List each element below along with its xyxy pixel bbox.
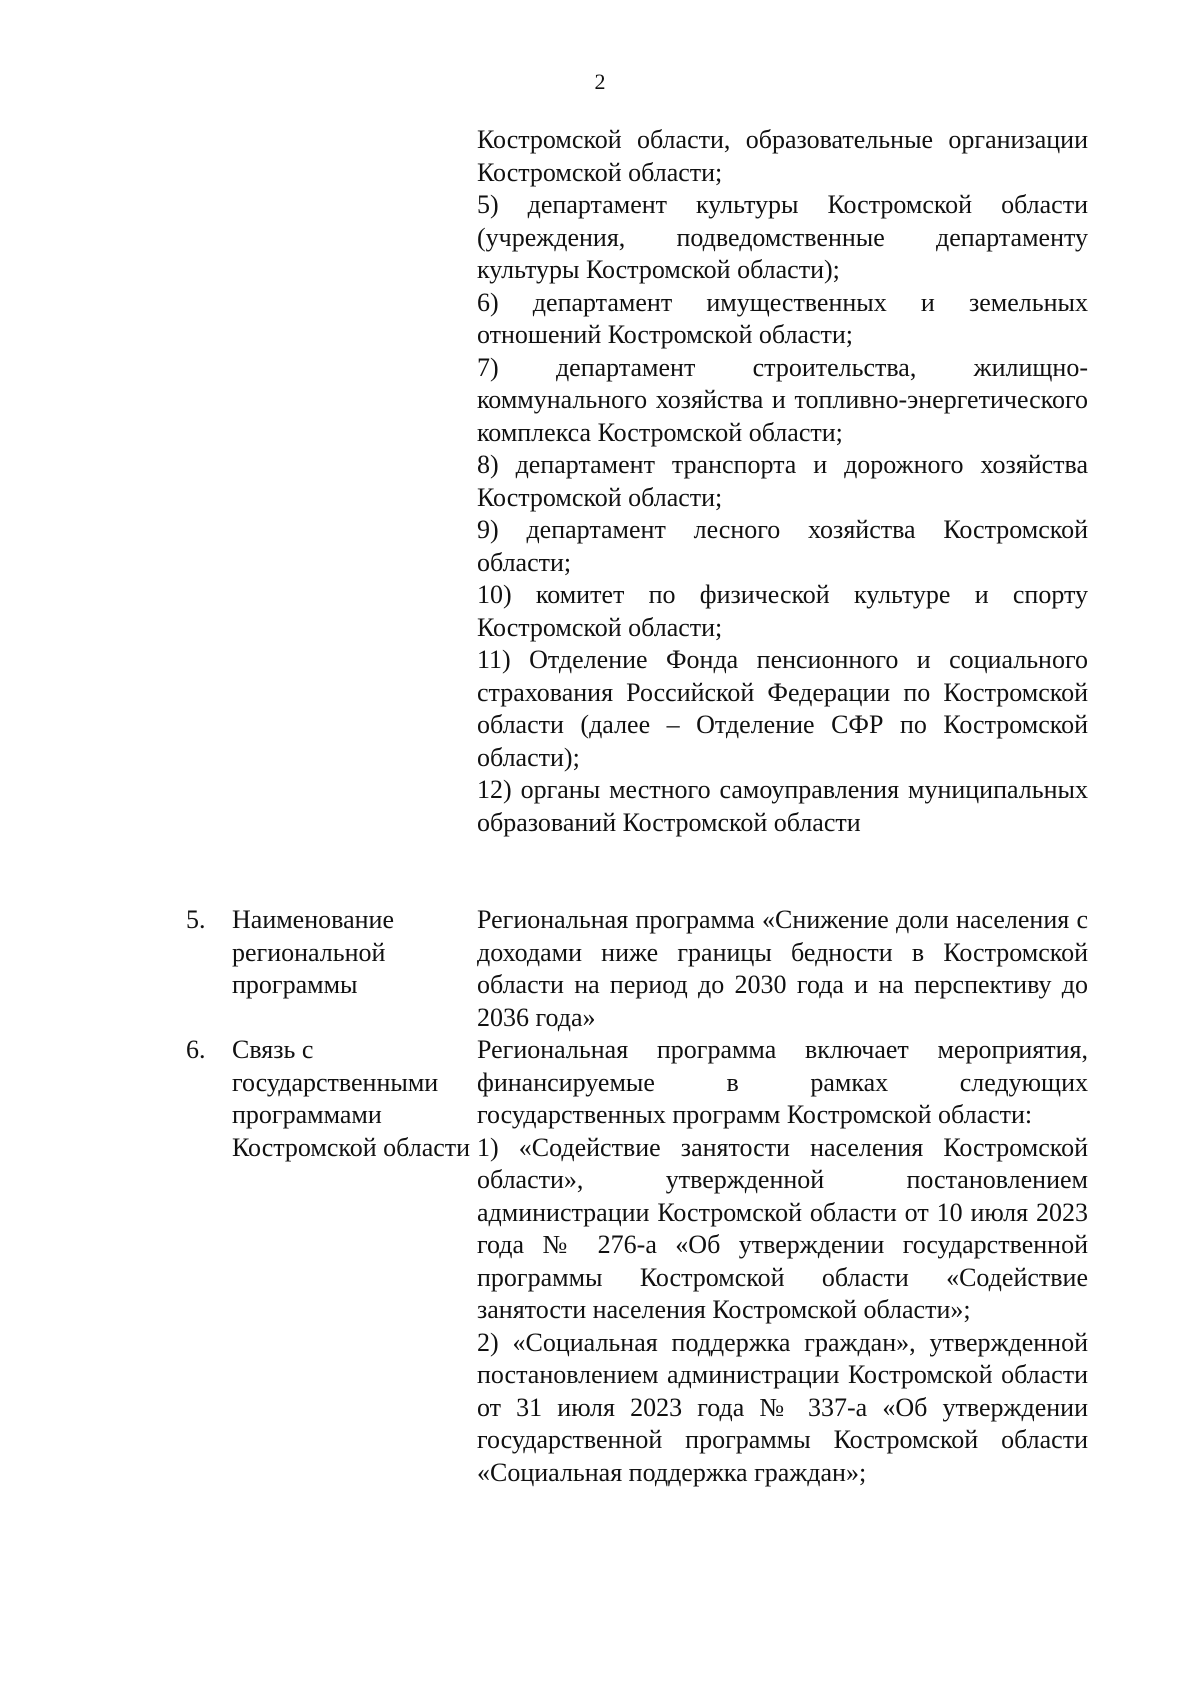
list-item: 6) департамент имущественных и земельных отношений Костромской области; — [477, 287, 1088, 349]
row-number: 6. — [186, 1035, 206, 1064]
content-paragraph: 1) «Содействие занятости населения Костромской области», утвержденной постановлением администрации Костромской области от 10 июля 2023 года № 276-а «Об утверждении государственной программы Костромской области «Содействие занятости населения Костромской области»; — [477, 1132, 1088, 1324]
list-item: Костромской области, образовательные организации Костромской области; — [477, 125, 1088, 187]
content-paragraph: Региональная программа «Снижение доли населения с доходами ниже границы бедности в Костромской области на период до 2030 года и на перспективу до 2036 года» — [477, 905, 1088, 1032]
row-number: 5. — [186, 905, 206, 934]
passport-table — [186, 904, 1088, 1489]
list-item: 9) департамент лесного хозяйства Костромской области; — [477, 515, 1088, 577]
list-item: 5) департамент культуры Костромской области (учреждения, подведомственные департаменту культуры Костромской области); — [477, 190, 1088, 284]
table-row — [186, 1034, 1088, 1489]
list-item: 12) органы местного самоуправления муниципальных образований Костромской области — [477, 775, 1088, 837]
content-paragraph: Региональная программа включает мероприятия, финансируемые в рамках следующих государственных программ Костромской области: — [477, 1035, 1088, 1129]
list-item: 11) Отделение Фонда пенсионного и социального страхования Российской Федерации по Костромской области (далее – Отделение СФР по Костромской области); — [477, 645, 1088, 772]
table-row — [186, 904, 1088, 1034]
list-item: 10) комитет по физической культуре и спорту Костромской области; — [477, 580, 1088, 642]
page-number: 2 — [594, 69, 606, 94]
continued-list — [477, 124, 1088, 839]
row-name: Наименование региональной программы — [232, 905, 394, 999]
row-content — [477, 1034, 1088, 1489]
list-item: 8) департамент транспорта и дорожного хозяйства Костромской области; — [477, 450, 1088, 512]
list-item: 7) департамент строительства, жилищно-коммунального хозяйства и топливно-энергетического комплекса Костромской области; — [477, 352, 1088, 447]
row-name: Связь с государственными программами Костромской области — [232, 1035, 471, 1162]
row-content — [477, 904, 1088, 1034]
content-paragraph: 2) «Социальная поддержка граждан», утвержденной постановлением администрации Костромской области от 31 июля 2023 года № 337-а «Об утверждении государственной программы Костромской области «Социальная поддержка граждан»; — [477, 1327, 1088, 1487]
